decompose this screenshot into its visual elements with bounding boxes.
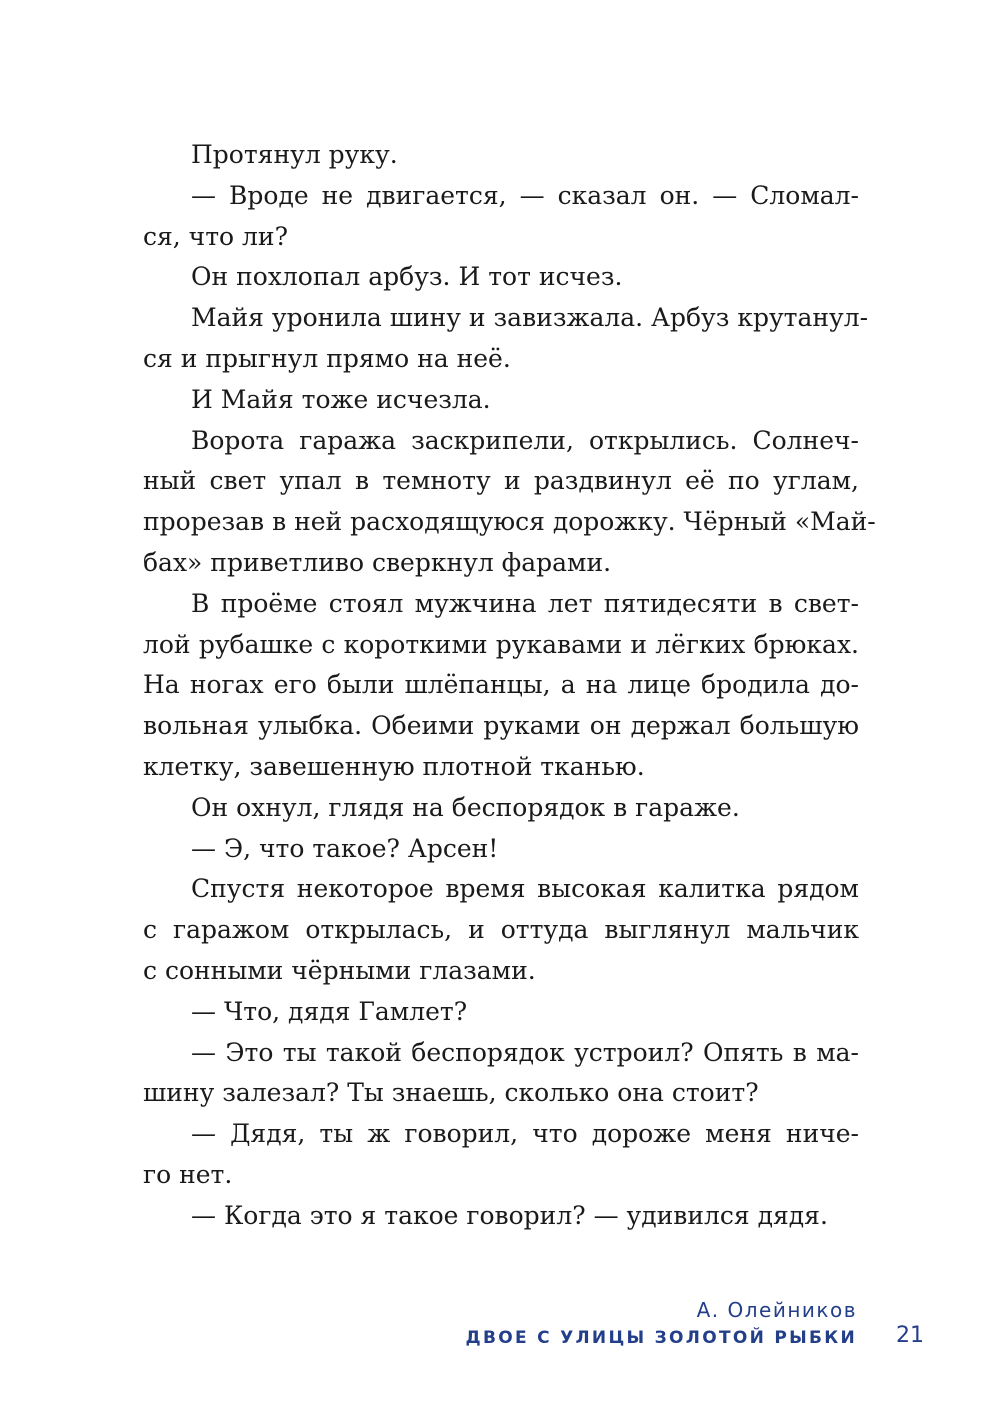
text-line: Он охнул, глядя на беспорядок в гараже. [191, 792, 740, 822]
text-line: бах» приветливо сверкнул фарами. [143, 547, 612, 577]
text-line: — Вроде не двигается, — сказал он. — Сломал- [191, 180, 859, 210]
footer-author: А. Олейников [696, 1298, 857, 1322]
text-line: ся, что ли? [143, 221, 288, 251]
text-line: Ворота гаража заскрипели, открылись. Солнеч- [191, 425, 859, 455]
text-line: — Что, дядя Гамлет? [191, 996, 468, 1026]
text-line: прорезав в ней расходящуюся дорожку. Чёрный «Май- [143, 507, 876, 537]
text-line: с гаражом открылась, и оттуда выглянул мальчик [143, 915, 859, 945]
footer-book-title: ДВОЕ С УЛИЦЫ ЗОЛОТОЙ РЫБКИ [465, 1328, 857, 1348]
text-line: Спустя некоторое время высокая калитка рядом [191, 874, 859, 904]
text-line: шину залезал? Ты знаешь, сколько она стоит? [143, 1078, 759, 1108]
text-line: ся и прыгнул прямо на неё. [143, 343, 511, 373]
text-line: — Это ты такой беспорядок устроил? Опять в ма- [191, 1037, 859, 1067]
text-line: — Дядя, ты ж говорил, что дороже меня ниче- [191, 1119, 859, 1149]
text-line: — Э, что такое? Арсен! [191, 833, 499, 863]
text-line: Он похлопал арбуз. И тот исчез. [191, 262, 623, 292]
text-line: — Когда это я такое говорил? — удивился дядя. [191, 1200, 828, 1230]
text-line: В проёме стоял мужчина лет пятидесяти в свет- [191, 588, 859, 618]
text-line: И Майя тоже исчезла. [191, 384, 491, 414]
text-line: ный свет упал в темноту и раздвинул её по углам, [143, 466, 859, 496]
text-line: На ногах его были шлёпанцы, а на лице бродила до- [143, 670, 859, 700]
body-text [143, 135, 876, 1237]
page-number: 21 [896, 1323, 924, 1348]
text-line: лой рубашке с короткими рукавами и лёгких брюках. [143, 629, 859, 659]
text-line: вольная улыбка. Обеими руками он держал большую [143, 711, 859, 741]
text-line: Протянул руку. [191, 140, 398, 169]
text-line: с сонными чёрными глазами. [143, 955, 536, 985]
text-line: клетку, завешенную плотной тканью. [143, 751, 645, 781]
text-line: го нет. [143, 1159, 233, 1189]
text-line: Майя уронила шину и завизжала. Арбуз крутанул- [191, 303, 869, 333]
